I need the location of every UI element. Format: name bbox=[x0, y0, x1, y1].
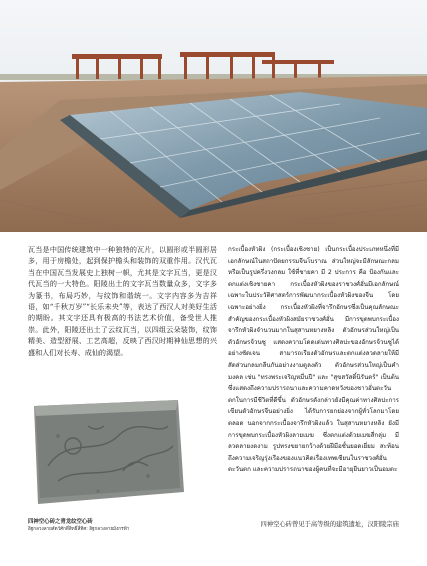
photo-caption bbox=[28, 518, 218, 533]
thai-body-text: กระเบื้องหัวผิง (กระเบื้องเชิงชาย) เป็นกระเบื้องประเภทหนึ่งที่มีเอกลักษณ์ในสถาปัตยกรรมจีนโบราณ ส่วนใหญ่จะมีลักษณะกลมหรือเป็นรูปครึ่งวงกลม ใช้ที่ชายคา มี 2 ประการ คือ ป้องกันและตกแต่งเชิงชายคา กระเบื้องหัวผิงของราชวงศ์ฮั่นมีเอกลักษณ์เฉพาะในประวัติศาสตร์การพัฒนากระเบื้องหัวผิงของจีน โดยเฉพาะอย่างยิ่ง กระเบื้องหัวผิงที่จารึกอักษรซึ่งเป็นคุณลักษณะสำคัญของกระเบื้องหัวผิงสมัยราชวงศ์ฮั่น มีการขุดพบกระเบื้องจารึกหัวผิงจำนวนมากในสุสานหยางหลิง ตัวอักษรส่วนใหญ่เป็นตัวอักษรจ้วนซู แสดงความโดดเด่นทางศิลปะของอักษรจ้วนซูได้อย่างชัดเจน สามารถเรียงตัวอักษรและตกแต่งลวดลายให้มีสัดส่วนกลมกลืนกันอย่างงามดูลงตัว ตัวอักษรส่วนใหญ่เป็นคำมงคล เช่น "ทรงพระเจริญหมื่นปี" และ "สุขสวัสดิ์นิรันดร์" เป็นต้น ซึ่งแสดงถึงความปรารถนาและความคาดหวังของชาวฮั่นตะวันตกในการมีชีวิตที่ดีขึ้น ตัวอักษรดังกล่าวยังมีคุณค่าทางศิลปะการเขียนตัวอักษรจีนอย่างยิ่ง ได้รับการยกย่องจากผู้ทั่วโลกมาโดยตลอด นอกจากกระเบื้องจารึกหัวผิงแล้ว ในสุสานหยางหลิง ยังมีการขุดพบกระเบื้องหัวผิงลายเมฆ ซึ่งตกแต่งด้วยเมฆสี่กลุ่ม มีลวดลายงดงาม รูปทรงขยายกว้างด้วยฝีมือชั้นยอดเยี่ยม สะท้อนถึงความเจริญรุ่งเรืองของแนวคิดเรื่องเทพเซียนในราชวงศ์ฮั่นตะวันตก และความปรารถนาของผู้คนที่จะมีอายุยืนยาวเป็นอมตะ bbox=[228, 246, 399, 474]
chinese-body-text: 瓦当是中国传统建筑中一种独特的瓦片，以圆形或半圆形居多，用于房檐处，起到保护檐头和装饰的双重作用。汉代瓦当在中国瓦当发展史上独树一帜，尤其是文字瓦当，更是汉代瓦当的一大特色。阳陵出土的文字瓦当数量众多，文字多为篆书，布局巧妙，与纹饰和谐统一。文字内容多为吉祥语，如“千秋万岁”“长乐未央”等，表达了西汉人对美好生活的期盼。其文字还具有极高的书法艺术价值，备受世人推崇。此外，阳陵还出土了云纹瓦当，以四组云朵装饰，纹饰精美、造型舒展、工艺高超，反映了西汉时期神仙思想的兴盛和人们对长寿、成仙的渴望。 bbox=[28, 245, 217, 357]
caption-title: 四神空心砖之青龙纹空心砖 bbox=[28, 519, 93, 525]
hero-photo bbox=[0, 0, 427, 232]
museum-glass-roof-photo-icon bbox=[0, 0, 427, 232]
caption-subtitle: อิฐกลวงลายสัตว์ศักดิ์สิทธิ์สี่ทิศ: อิฐกลวงลายมังกรฟ้า bbox=[28, 527, 130, 532]
four-gods-hollow-brick-icon bbox=[28, 396, 187, 509]
brick-photo bbox=[28, 396, 187, 509]
footer-text: 四神空心砖曾见于高等级的建筑遗址，汉阳陵宗庙 bbox=[260, 521, 399, 528]
